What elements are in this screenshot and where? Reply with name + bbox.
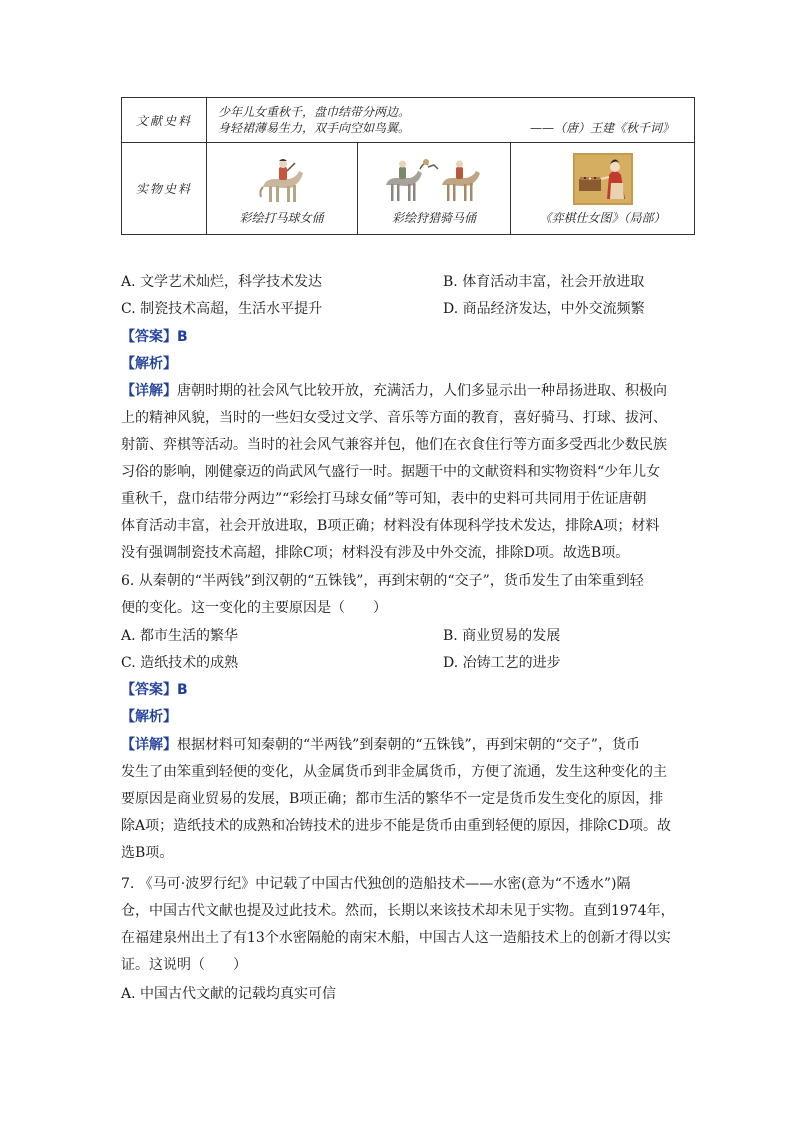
q5-answer-value: B bbox=[177, 329, 188, 345]
q6-detail-line-5: 选B项。 bbox=[121, 845, 174, 861]
q6-detail-line-3: 要原因是商业贸易的发展，B项正确；都市生活的繁华不一定是货币发生变化的原因，排 bbox=[121, 791, 664, 807]
weiqi-lady-painting-image bbox=[573, 153, 633, 205]
q6-option-c: C. 造纸技术的成熟 bbox=[121, 655, 239, 671]
q5-option-d: D. 商品经济发达，中外交流频繁 bbox=[443, 301, 645, 317]
caption-weiqi-painting: 《弈棋仕女图》（局部） bbox=[539, 211, 666, 225]
q5-detail-line-6: 体育活动丰富，社会开放进取，B项正确；材料没有体现科学技术发达，排除A项；材料 bbox=[121, 518, 660, 534]
q7-stem-line-2: 仓，中国古代文献也提及过此技术。然而，长期以来该技术却未见于实物。直到1974年， bbox=[121, 903, 675, 919]
caption-polo-figurine: 彩绘打马球女俑 bbox=[239, 211, 324, 225]
q5-answer bbox=[121, 327, 188, 347]
table-row-documents bbox=[122, 98, 694, 143]
q5-option-a: A. 文学艺术灿烂，科学技术发达 bbox=[121, 274, 323, 290]
q5-analysis-heading bbox=[121, 354, 177, 374]
q6-detail-line-4: 除A项；造纸技术的成熟和冶铸技术的进步不能是货币由重到轻便的原因，排除CD项。故 bbox=[121, 818, 672, 834]
q7-stem-line-3: 在福建泉州出土了有13个水密隔舱的南宋木船，中国古人这一造船技术上的创新才得以实 bbox=[121, 930, 671, 946]
q6-answer-tag: 【答案】 bbox=[121, 682, 177, 698]
poem-text bbox=[218, 104, 688, 136]
q6-option-d: D. 冶铸工艺的进步 bbox=[443, 655, 561, 671]
table-header-documents: 文献史料 bbox=[122, 98, 207, 142]
q6-stem-line-1: 6. 从秦朝的“半两钱”到汉朝的“五铢钱”，再到宋朝的“交子”，货币发生了由笨重到轻 bbox=[121, 573, 644, 589]
q6-option-a: A. 都市生活的繁华 bbox=[121, 628, 239, 644]
q5-detail-line-1 bbox=[121, 381, 667, 401]
q6-detail-text-1: 根据材料可知秦朝的“半两钱”到秦朝的“五铢钱”，再到宋朝的“交子”，货币 bbox=[177, 737, 640, 753]
caption-hunting-figurines: 彩绘狩猎骑马俑 bbox=[391, 211, 476, 225]
table-header-artifacts: 实物史料 bbox=[122, 143, 207, 234]
q6-answer-value: B bbox=[177, 682, 188, 698]
q7-option-a: A. 中国古代文献的记载均真实可信 bbox=[121, 986, 337, 1002]
q6-answer bbox=[121, 680, 188, 700]
q6-analysis-heading bbox=[121, 707, 177, 727]
q6-detail-tag: 【详解】 bbox=[121, 737, 177, 753]
q6-stem-line-2: 便的变化。这一变化的主要原因是（ ） bbox=[121, 600, 387, 616]
poem-line-1: 少年儿女重秋千，盘巾结带分两边。 bbox=[218, 105, 411, 119]
artifact-cell-polo-figurine bbox=[206, 143, 358, 234]
q5-detail-line-7: 没有强调制瓷技术高超，排除C项；材料没有涉及中外交流，排除D项。故选B项。 bbox=[121, 545, 630, 561]
table-row-artifacts bbox=[122, 143, 694, 234]
q6-detail-line-1 bbox=[121, 735, 640, 755]
poem-line-2: 身轻裙薄易生力，双手向空如鸟翼。 bbox=[218, 121, 411, 135]
q5-option-b: B. 体育活动丰富，社会开放进取 bbox=[443, 274, 645, 290]
poem-line-2-row bbox=[218, 120, 688, 136]
source-table bbox=[121, 97, 695, 235]
q5-detail-line-4: 习俗的影响，刚健豪迈的尚武风气盛行一时。据题干中的文献资料和实物资料“少年儿女 bbox=[121, 464, 661, 480]
poem-source: ——（唐）王建《秋千词》 bbox=[529, 121, 674, 135]
artifact-cell-weiqi-painting bbox=[511, 143, 694, 234]
q5-answer-tag: 【答案】 bbox=[121, 329, 177, 345]
q6-option-b: B. 商业贸易的发展 bbox=[443, 628, 561, 644]
q5-detail-text-1: 唐朝时期的社会风气比较开放，充满活力，人们多显示出一种昂扬进取、积极向 bbox=[177, 383, 667, 399]
q5-detail-line-5: 重秋千，盘巾结带分两边”“彩绘打马球女俑”等可知，表中的史料可共同用于佐证唐朝 bbox=[121, 491, 647, 507]
q6-analysis-tag: 【解析】 bbox=[121, 709, 177, 725]
q5-detail-tag: 【详解】 bbox=[121, 383, 177, 399]
q7-stem-line-1: 7. 《马可·波罗行纪》中记载了中国古代独创的造船技术——水密(意为“不透水”)隔 bbox=[121, 876, 631, 892]
q6-detail-line-2: 发生了由笨重到轻便的变化，从金属货币到非金属货币，方便了流通，发生这种变化的主 bbox=[121, 764, 667, 780]
q5-option-c: C. 制瓷技术高超，生活水平提升 bbox=[121, 301, 323, 317]
polo-horse-figurine-image bbox=[255, 157, 309, 205]
q7-stem-line-4: 证。这说明（ ） bbox=[121, 957, 247, 973]
artifact-cell-hunting-figurines bbox=[358, 143, 511, 234]
q5-analysis-tag: 【解析】 bbox=[121, 356, 177, 372]
q5-detail-line-2: 上的精神风貌，当时的一些妇女受过文学、音乐等方面的教育，喜好骑马、打球、拔河、 bbox=[121, 410, 667, 426]
q5-detail-line-3: 射箭、弈棋等活动。当时的社会风气兼容并包，他们在衣食住行等方面多受西北少数民族 bbox=[121, 437, 667, 453]
hunting-rider-figurines-image bbox=[382, 155, 486, 205]
